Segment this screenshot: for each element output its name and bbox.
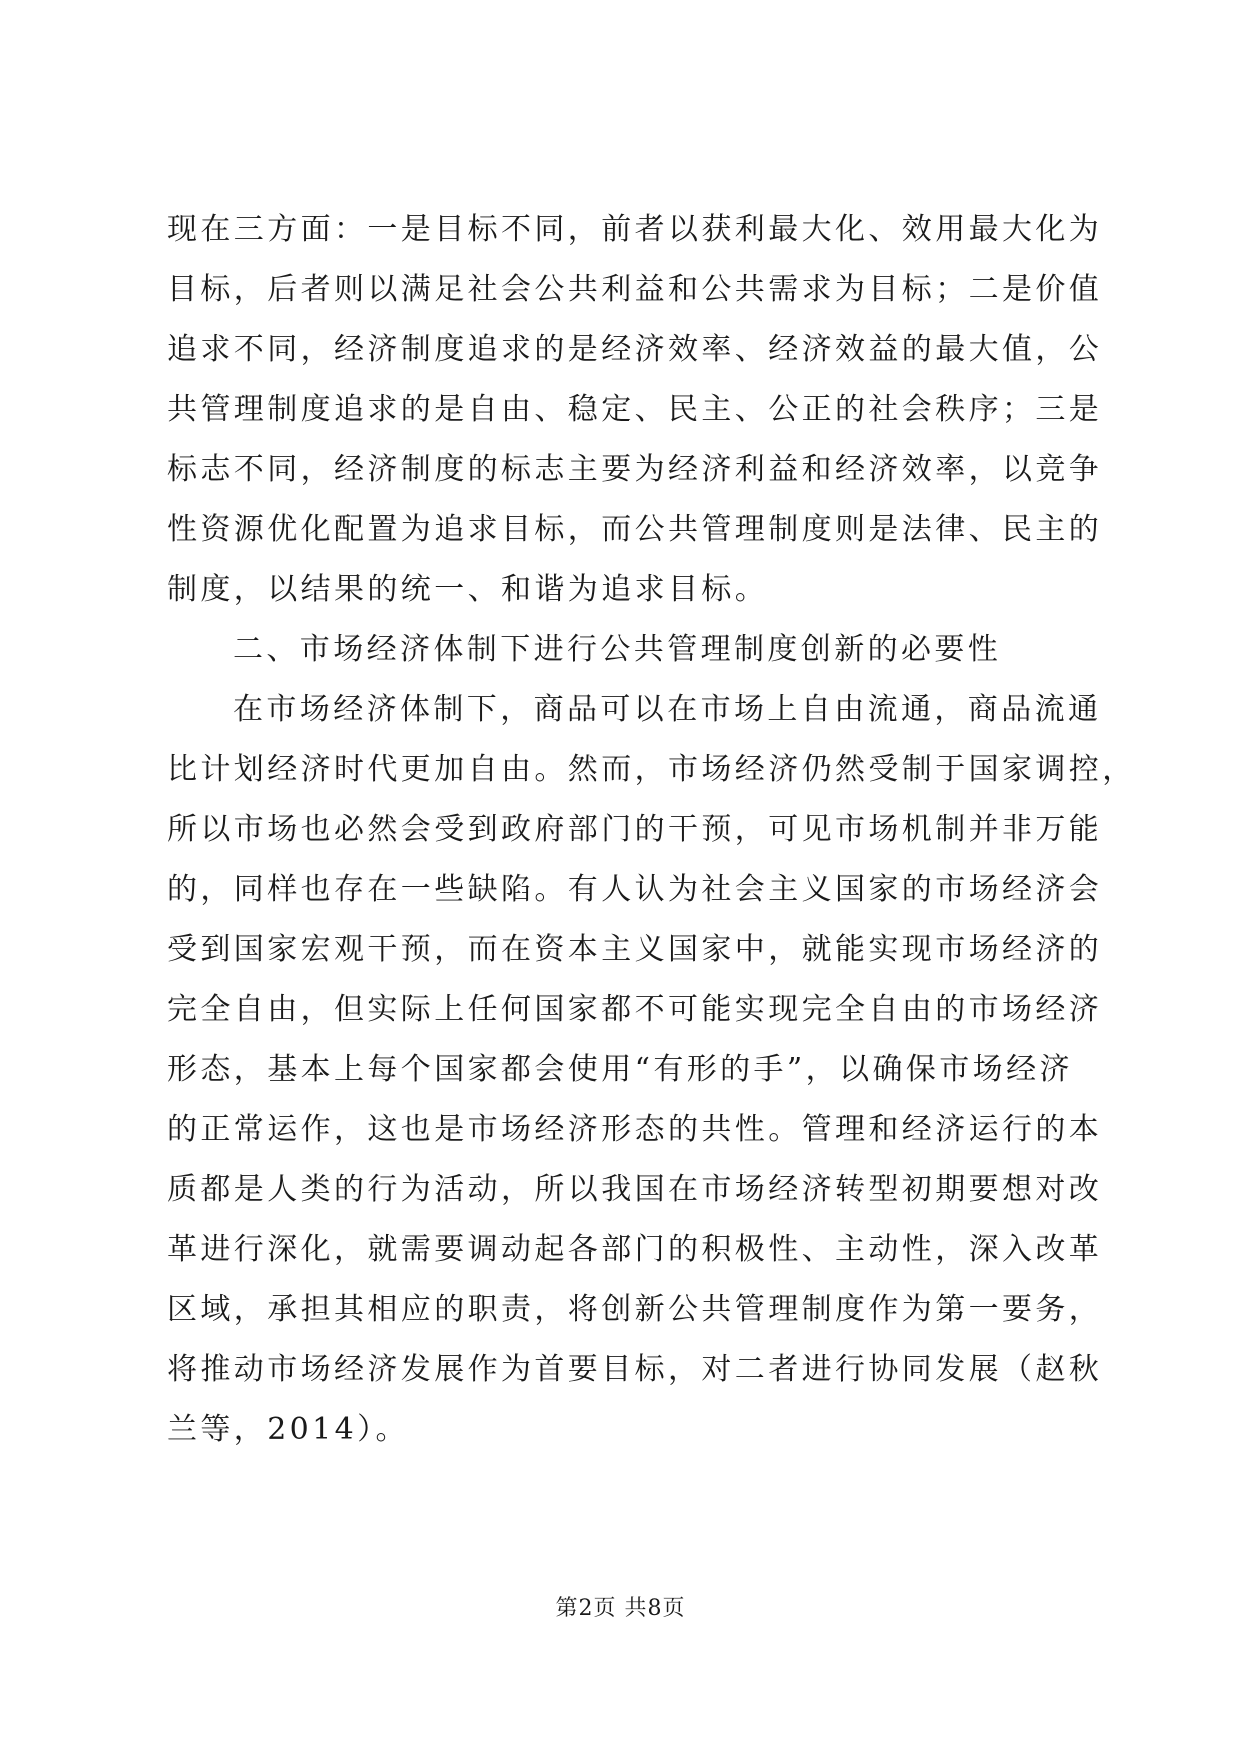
page-footer: 第2页 共8页 <box>555 1596 686 1621</box>
text-line: 所以市场也必然会受到政府部门的干预，可见市场机制并非万能 <box>167 812 1103 847</box>
text-line: 兰等，2014）。 <box>167 1412 409 1447</box>
text-line: 将推动市场经济发展作为首要目标，对二者进行协同发展（赵秋 <box>167 1352 1103 1387</box>
text-line: 区域，承担其相应的职责，将创新公共管理制度作为第一要务， <box>167 1292 1103 1327</box>
text-line: 标志不同，经济制度的标志主要为经济利益和经济效率，以竞争 <box>167 452 1103 487</box>
section-heading: 二、市场经济体制下进行公共管理制度创新的必要性 <box>233 632 1002 667</box>
text-line: 共管理制度追求的是自由、稳定、民主、公正的社会秩序；三是 <box>167 392 1103 427</box>
text-line: 在市场经济体制下，商品可以在市场上自由流通，商品流通 <box>233 692 1102 727</box>
text-line: 受到国家宏观干预，而在资本主义国家中，就能实现市场经济的 <box>167 932 1103 967</box>
text-line: 现在三方面：一是目标不同，前者以获利最大化、效用最大化为 <box>167 212 1103 247</box>
text-line: 比计划经济时代更加自由。然而，市场经济仍然受制于国家调控， <box>167 752 1136 787</box>
text-line: 制度，以结果的统一、和谐为追求目标。 <box>167 572 769 607</box>
text-line: 的，同样也存在一些缺陷。有人认为社会主义国家的市场经济会 <box>167 872 1103 907</box>
text-line: 追求不同，经济制度追求的是经济效率、经济效益的最大值，公 <box>167 332 1103 367</box>
text-line: 形态，基本上每个国家都会使用“有形的手”，以确保市场经济 <box>167 1052 1073 1087</box>
text-line: 质都是人类的行为活动，所以我国在市场经济转型初期要想对改 <box>167 1172 1103 1207</box>
text-line: 性资源优化配置为追求目标，而公共管理制度则是法律、民主的 <box>167 512 1103 547</box>
text-line: 目标，后者则以满足社会公共利益和公共需求为目标；二是价值 <box>167 272 1103 307</box>
text-line: 完全自由，但实际上任何国家都不可能实现完全自由的市场经济 <box>167 992 1103 1027</box>
text-line: 革进行深化，就需要调动起各部门的积极性、主动性，深入改革 <box>167 1232 1103 1267</box>
text-line: 的正常运作，这也是市场经济形态的共性。管理和经济运行的本 <box>167 1112 1103 1147</box>
